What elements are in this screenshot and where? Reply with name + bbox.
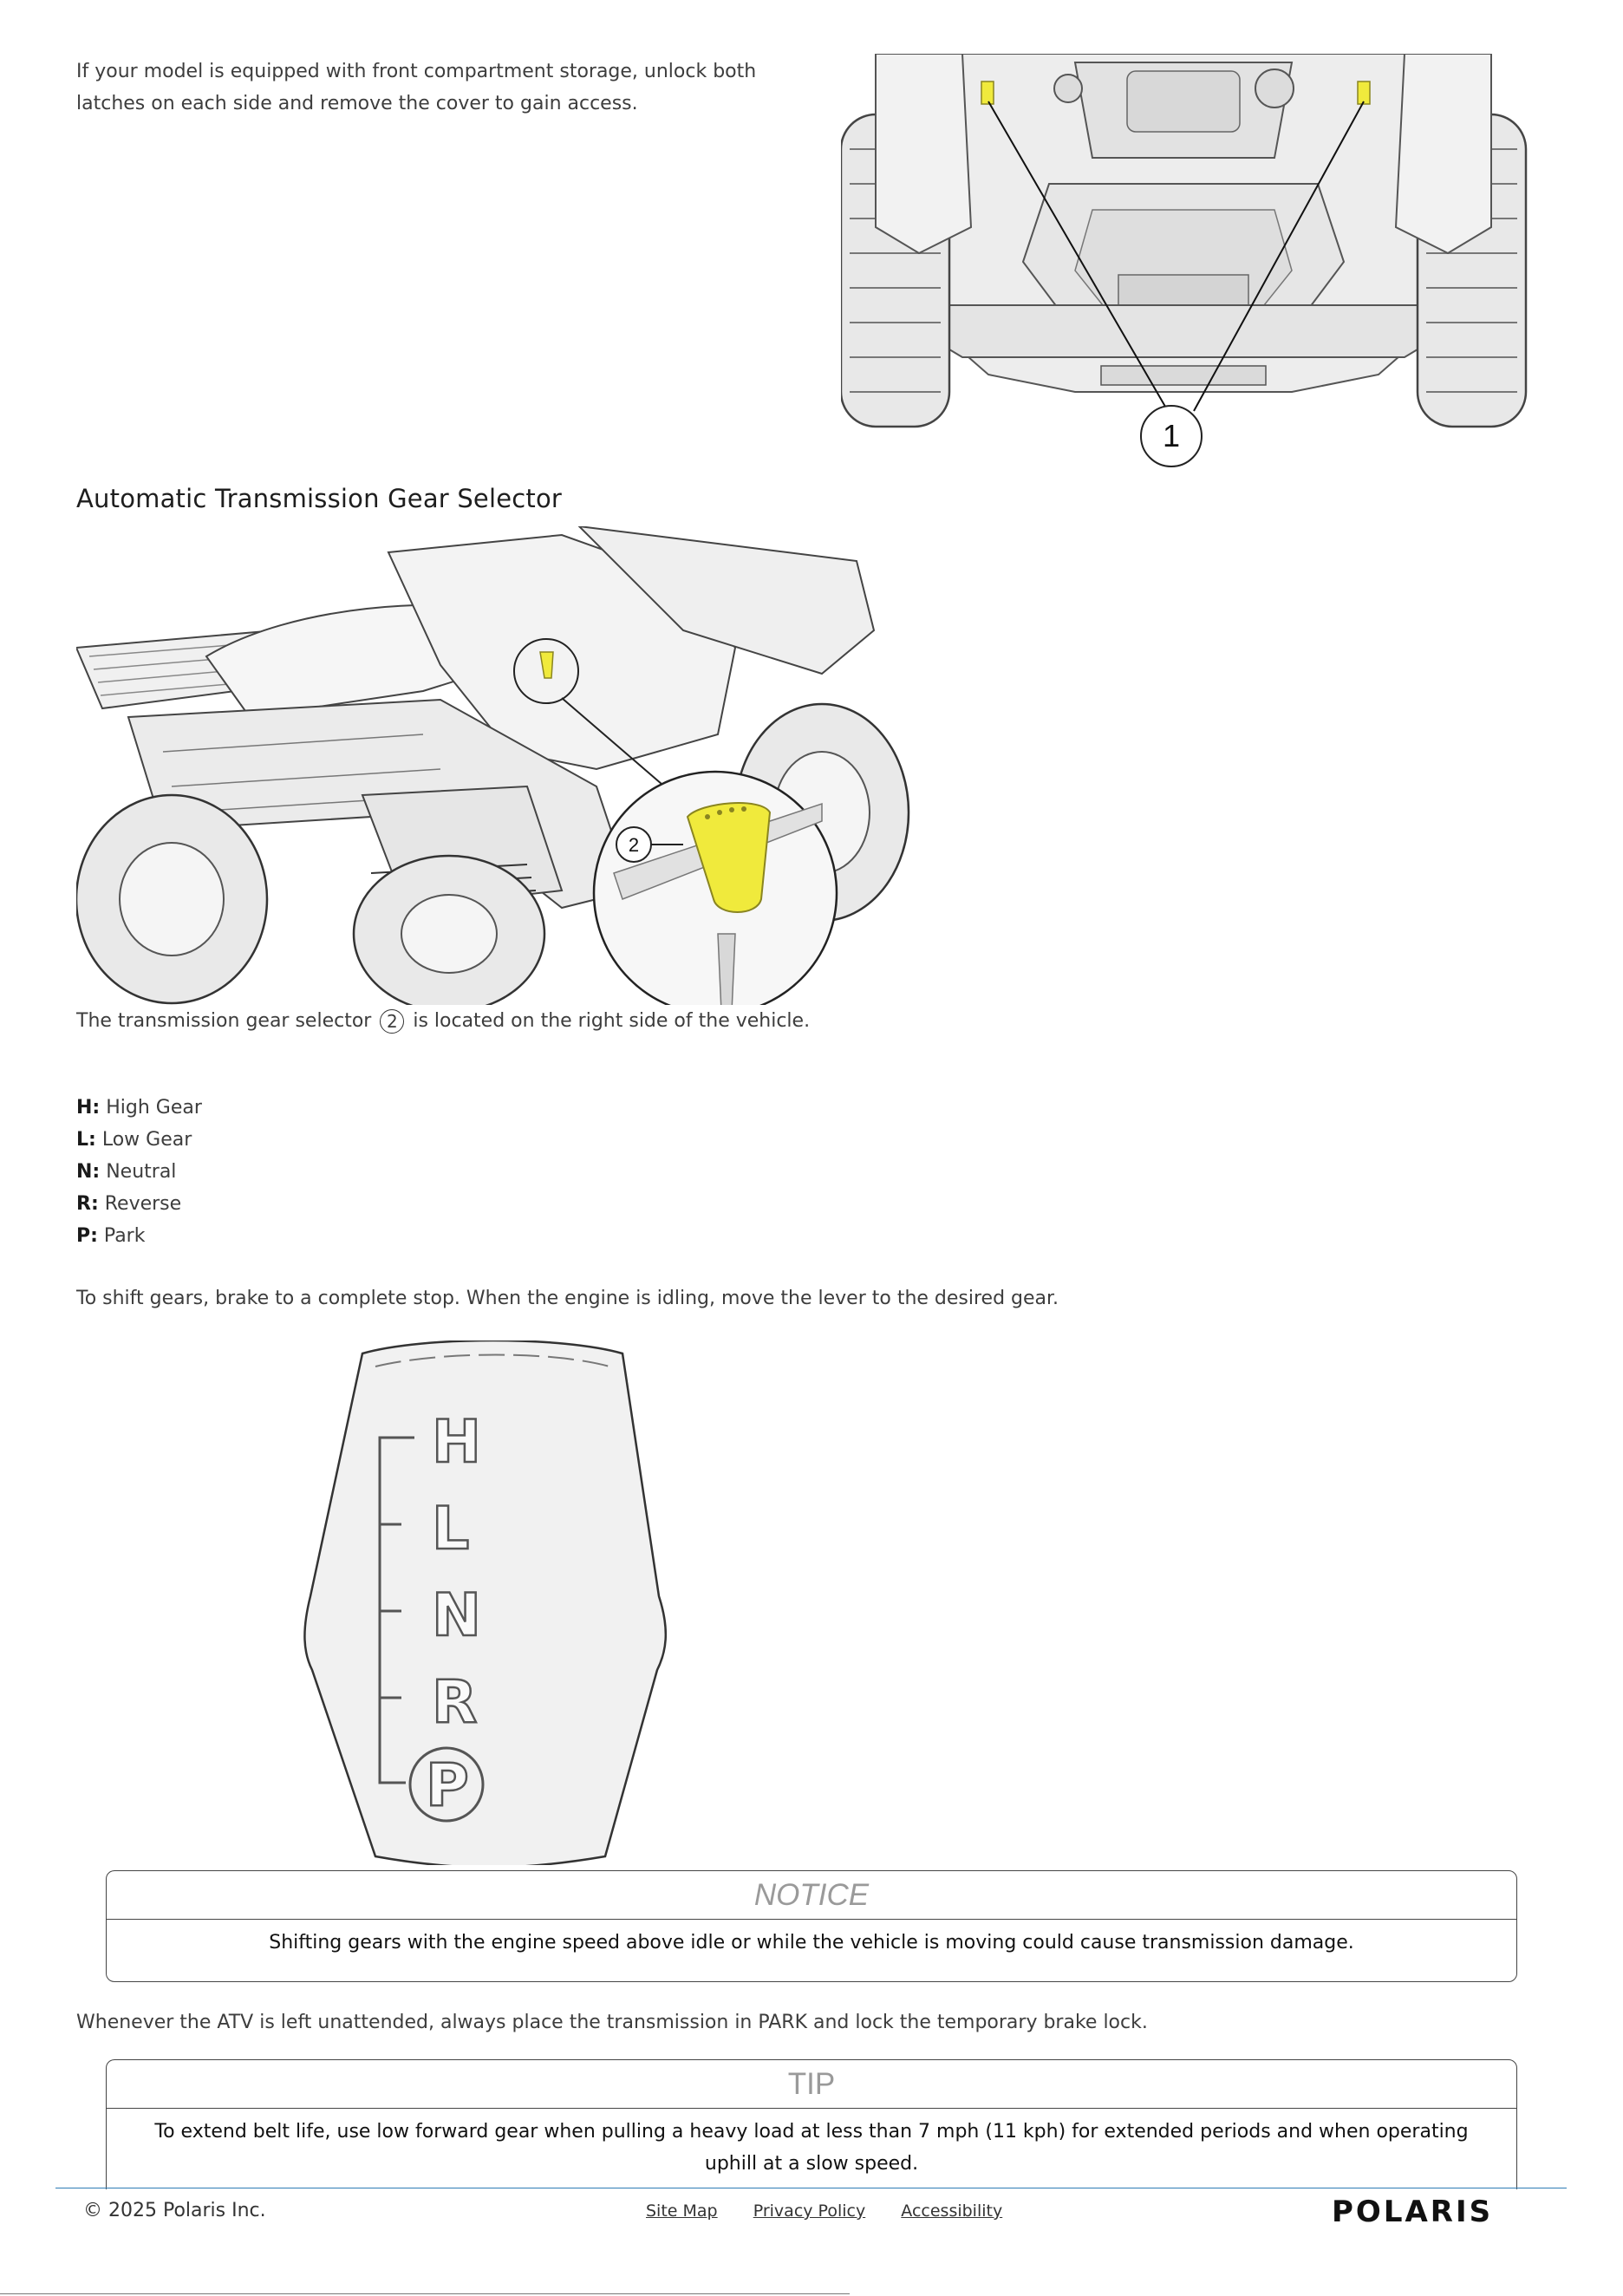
callout-2-label: 2 [628,834,640,856]
notice-body: Shifting gears with the engine speed above idle or while the vehicle is moving could cause transmission damage. [269,1932,1354,1954]
shifter-letter-l: L [432,1495,470,1563]
park-paragraph: Whenever the ATV is left unattended, always place the transmission in PARK and lock the temporary brake lock. [76,2012,1148,2033]
gear-label: High Gear [106,1097,202,1119]
footer-link-privacy-policy[interactable]: Privacy Policy [753,2201,866,2221]
gear-list [76,1092,202,1252]
gear-item-l [76,1124,202,1156]
shift-paragraph: To shift gears, brake to a complete stop. When the engine is idling, move the lever to the desired gear. [76,1288,1059,1309]
polaris-logo[interactable]: POLARIS [1332,2195,1494,2229]
shifter-knob-illustration [302,1340,683,1865]
gear-item-n [76,1156,202,1188]
gear-label: Park [103,1225,146,1247]
selector-paragraph [76,1005,1117,1037]
notice-box [106,1870,1517,1982]
selector-text-before: The transmission gear selector [76,1010,372,1032]
gear-key: L: [76,1129,96,1151]
atv-gear-selector-illustration [76,526,910,1005]
gear-key: H: [76,1097,101,1119]
intro-paragraph: If your model is equipped with front compartment storage, unlock both latches on each side and remove the cover to gain access. [76,61,757,114]
footer [0,2189,1623,2296]
gear-item-p [76,1220,202,1252]
callout-1-label: 1 [1162,418,1181,453]
gear-key: R: [76,1193,99,1215]
tip-title: TIP [107,2060,1516,2109]
notice-title: NOTICE [107,1871,1516,1920]
gear-label: Low Gear [101,1129,192,1151]
footer-copyright: © 2025 Polaris Inc. [83,2200,266,2221]
selector-text-after: is located on the right side of the vehicle. [413,1010,811,1032]
gear-label: Neutral [106,1161,177,1183]
tip-body: To extend belt life, use low forward gear when pulling a heavy load at less than 7 mph (11 kph) for extended periods and when operating uphill at a slow speed. [154,2121,1469,2175]
inline-callout-2: 2 [380,1009,404,1034]
footer-link-accessibility[interactable]: Accessibility [901,2201,1003,2221]
footer-links [646,2201,1033,2221]
gear-item-r [76,1188,202,1220]
gear-key: N: [76,1161,101,1183]
page-bottom-rule [0,2293,850,2294]
shifter-letter-n: N [432,1582,481,1650]
footer-link-site-map[interactable]: Site Map [646,2201,718,2221]
tip-box [106,2059,1517,2198]
gear-item-h [76,1092,202,1124]
front-compartment-illustration [841,54,1528,479]
shifter-letter-r: R [432,1668,478,1737]
shifter-letter-p: P [426,1751,469,1820]
gear-label: Reverse [104,1193,182,1215]
section-heading: Automatic Transmission Gear Selector [76,484,563,513]
shifter-letter-h: H [432,1408,481,1477]
gear-key: P: [76,1225,98,1247]
